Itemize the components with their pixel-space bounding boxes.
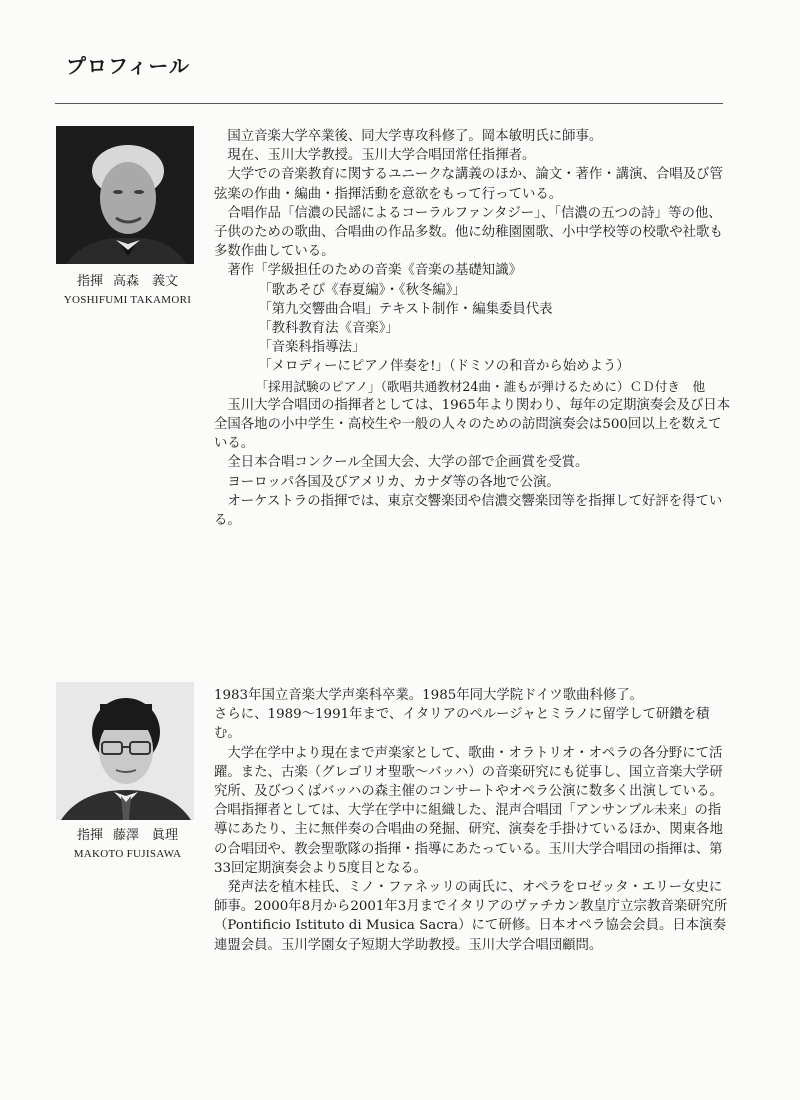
- title-divider: [55, 103, 723, 104]
- bio-paragraph: ヨーロッパ各国及びアメリカ、カナダ等の各地で公演。: [227, 474, 560, 490]
- works-list-item: 「メロディーにピアノ伴奏を!」（ドミソの和音から始めよう）: [258, 359, 630, 375]
- profile-caption: [40, 272, 215, 310]
- bio-paragraph: 国立音楽大学卒業後、同大学専攻科修了。岡本敏明氏に師事。: [227, 129, 603, 144]
- person-name: 藤澤 眞理: [113, 828, 179, 843]
- page-title: プロフィール: [66, 54, 190, 78]
- works-list-item: 「音楽科指導法」: [258, 340, 366, 356]
- bio-paragraph: 発声法を植木桂氏、ミノ・ファネッリの両氏に、オペラをロゼッタ・エリー女史に師事。2000年8月から2001年3月までイタリアのヴァチカン教皇庁立宗教音楽研究所（Pontificio Istituto di Musica Sacra）にて研修。日本オペラ協会会員。日本演奏連盟会員。玉川学園女子短期大学助教授。玉川大学合唱団顧問。: [214, 880, 728, 953]
- bio-paragraph: 全日本合唱コンクール全国大会、大学の部で企画賞を受賞。: [227, 455, 589, 471]
- profile-bio: [214, 127, 734, 530]
- bio-paragraph: 大学での音楽教育に関するユニークな講義のほか、論文・著作・講演、合唱及び管弦楽の作曲・編曲・指揮活動を意欲をもって行っている。: [214, 167, 723, 202]
- role-label: 指揮: [76, 828, 103, 843]
- portrait-photo: [56, 126, 194, 264]
- portrait-photo: [56, 682, 194, 820]
- bio-paragraph: 大学在学中より現在まで声楽家として、歌曲・オラトリオ・オペラの各分野にて活躍。また、古楽（グレゴリオ聖歌～バッハ）の音楽研究にも従事し、国立音楽大学研究所、及びつくばバッハの森主催のコンサートやオペラ公演に数多く出演している。合唱指揮者としては、大学在学中に組織した、混声合唱団「アンサンブル未来」の指導にあたり、主に無伴奏の合唱曲の発掘、研究、演奏を手掛けているほか、関東各地の合唱団や、教会聖歌隊の指揮・指導にあたっている。玉川大学合唱団の指揮は、第33回定期演奏会より5度目となる。: [214, 745, 723, 876]
- bio-paragraph: 合唱作品「信濃の民謡によるコーラルファンタジー」、「信濃の五つの詩」等の他、子供のための歌曲、合唱曲の作品多数。他に幼稚園園歌、小中学校等の校歌や社歌も多数作曲している。: [214, 205, 723, 260]
- person-name: 高森 義文: [113, 274, 179, 289]
- person-name-roman: YOSHIFUMI TAKAMORI: [63, 294, 192, 306]
- works-list-item: 「第九交響曲合唱」テキスト制作・編集委員代表: [258, 301, 553, 317]
- bio-paragraph: 現在、玉川大学教授。玉川大学合唱団常任指揮者。: [227, 148, 536, 164]
- bio-paragraph: 玉川大学合唱団の指揮者としては、1965年より関わり、毎年の定期演奏会及び日本全国各地の小中学生・高校生や一般の人々のための訪問演奏会は500回以上を数えている。: [214, 397, 731, 452]
- bio-paragraph: 著作「学級担任のための音楽《音楽の基礎知識》: [227, 263, 522, 279]
- role-label: 指揮: [76, 274, 103, 289]
- person-name-roman: MAKOTO FUJISAWA: [73, 848, 182, 860]
- bio-paragraph: 1983年国立音楽大学声楽科卒業。1985年同大学院ドイツ歌曲科修了。: [214, 688, 644, 703]
- works-list-item: 「歌あそび《春夏編》・《秋冬編》」: [258, 282, 466, 298]
- bio-paragraph: オーケストラの指揮では、東京交響楽団や信濃交響楽団等を指揮して好評を得ている。: [214, 493, 723, 529]
- works-list-item: 「教科教育法《音楽》」: [258, 321, 399, 337]
- works-list-item: 「採用試験のピアノ」（歌唱共通教材24曲・誰もが弾けるために）ＣＤ付き 他: [255, 378, 706, 394]
- profile-bio: [214, 686, 734, 955]
- bio-paragraph: さらに、1989～1991年まで、イタリアのペルージャとミラノに留学して研鑽を積む。: [214, 707, 710, 742]
- profile-caption: [40, 826, 215, 864]
